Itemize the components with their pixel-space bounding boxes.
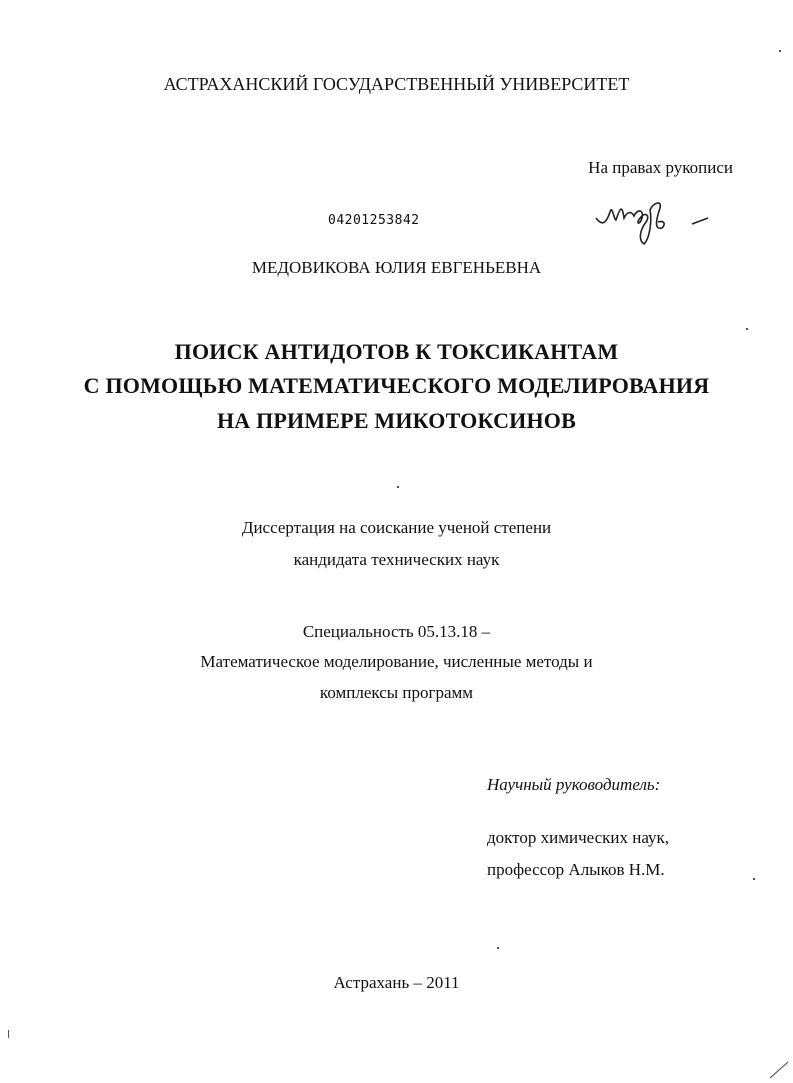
- supervisor-name: профессор Алыков Н.М.: [487, 860, 665, 879]
- supervisor-degree: доктор химических наук,: [487, 828, 670, 847]
- specialty-line-1: Специальность 05.13.18 –: [302, 622, 491, 641]
- scan-speck: [779, 50, 781, 52]
- author-name: МЕДОВИКОВА ЮЛИЯ ЕВГЕНЬЕВНА: [251, 258, 542, 277]
- title-line-3: НА ПРИМЕРЕ МИКОТОКСИНОВ: [216, 408, 576, 433]
- specialty-line-2: Математическое моделирование, численные методы и: [200, 652, 593, 671]
- scan-speck: [497, 947, 499, 949]
- catalog-number: 04201253842: [328, 213, 420, 228]
- city-year: Астрахань – 2011: [333, 973, 460, 992]
- manuscript-rights-note: На правах рукописи: [588, 158, 733, 177]
- title-line-2: С ПОМОЩЬЮ МАТЕМАТИЧЕСКОГО МОДЕЛИРОВАНИЯ: [83, 373, 710, 398]
- scan-speck: [753, 878, 755, 880]
- degree-line-1: Диссертация на соискание ученой степени: [241, 518, 552, 537]
- university-name: АСТРАХАНСКИЙ ГОСУДАРСТВЕННЫЙ УНИВЕРСИТЕТ: [163, 74, 630, 94]
- title-line-1: ПОИСК АНТИДОТОВ К ТОКСИКАНТАМ: [174, 339, 619, 364]
- specialty-line-3: комплексы программ: [319, 683, 474, 702]
- scan-speck: [746, 328, 748, 330]
- scan-mark: [768, 1060, 790, 1080]
- supervisor-label: Научный руководитель:: [487, 775, 661, 794]
- scan-speck: [8, 1030, 9, 1038]
- author-signature: [592, 190, 722, 250]
- scan-speck: [397, 486, 399, 488]
- degree-line-2: кандидата технических наук: [293, 550, 500, 569]
